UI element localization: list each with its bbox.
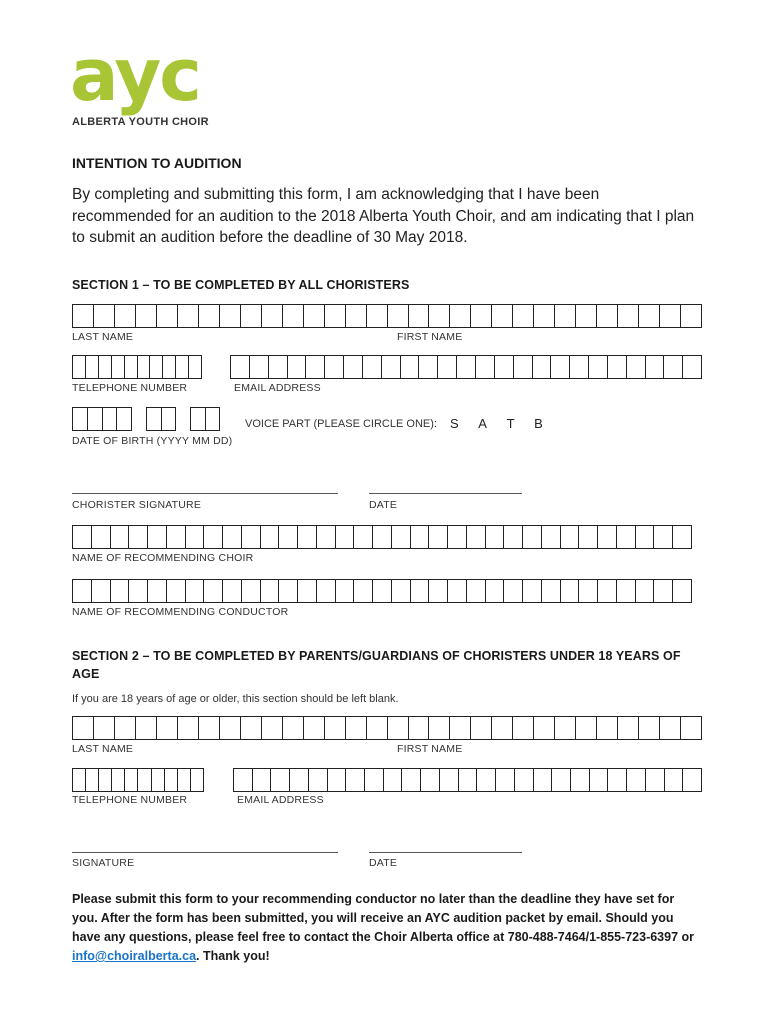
char-box[interactable] xyxy=(92,526,111,548)
char-box[interactable] xyxy=(429,526,448,548)
char-box[interactable] xyxy=(115,305,136,327)
char-box[interactable] xyxy=(618,717,639,739)
char-box[interactable] xyxy=(654,526,673,548)
char-box[interactable] xyxy=(167,580,186,602)
voice-option-s[interactable]: S xyxy=(450,416,459,431)
char-box[interactable] xyxy=(429,580,448,602)
char-box[interactable] xyxy=(117,408,131,430)
s1-dob-label: DATE OF BIRTH (YYYY MM DD) xyxy=(72,435,233,447)
char-box[interactable] xyxy=(384,769,403,791)
char-box[interactable] xyxy=(223,580,242,602)
s2-telephone-label: TELEPHONE NUMBER xyxy=(72,794,188,806)
char-box[interactable] xyxy=(589,356,608,378)
intro-paragraph: By completing and submitting this form, I am acknowledging that I have been recommended for an audition to the 2018 Alberta Youth Choir, and am indicating that I plan to submit an audition before the deadline of 30 May 2018. xyxy=(72,186,695,246)
char-box[interactable] xyxy=(111,580,130,602)
char-box[interactable] xyxy=(262,305,283,327)
char-box[interactable] xyxy=(533,356,552,378)
char-box[interactable] xyxy=(409,305,430,327)
char-box[interactable] xyxy=(496,769,515,791)
char-box[interactable] xyxy=(73,356,86,378)
char-box[interactable] xyxy=(115,717,136,739)
char-box[interactable] xyxy=(346,769,365,791)
char-box[interactable] xyxy=(598,580,617,602)
char-box[interactable] xyxy=(495,356,514,378)
char-box[interactable] xyxy=(618,305,639,327)
s1-first-name-label: FIRST NAME xyxy=(397,331,463,343)
char-box[interactable] xyxy=(317,526,336,548)
char-box[interactable] xyxy=(261,580,280,602)
char-box[interactable] xyxy=(73,717,94,739)
char-box[interactable] xyxy=(477,769,496,791)
char-box[interactable] xyxy=(617,580,636,602)
char-box[interactable] xyxy=(450,305,471,327)
footer-text: Please submit this form to your recommending conductor no later than the deadline they have set for you. After the form has been submitted, you will receive an AYC audition packet by email. Should you have any questions, please feel free to contact the Choir Alberta office at 780-488-7464/1-855-723-6397 or xyxy=(72,892,695,944)
char-box[interactable] xyxy=(344,356,363,378)
char-box[interactable] xyxy=(555,717,576,739)
char-box[interactable] xyxy=(486,526,505,548)
char-box[interactable] xyxy=(138,356,151,378)
char-box[interactable] xyxy=(242,580,261,602)
char-box[interactable] xyxy=(450,717,471,739)
recommending-conductor-boxes[interactable] xyxy=(72,579,692,603)
char-box[interactable] xyxy=(206,408,220,430)
char-box[interactable] xyxy=(354,580,373,602)
char-box[interactable] xyxy=(513,717,534,739)
char-box[interactable] xyxy=(304,717,325,739)
char-box[interactable] xyxy=(167,526,186,548)
s1-telephone-label: TELEPHONE NUMBER xyxy=(72,382,188,394)
char-box[interactable] xyxy=(617,526,636,548)
char-box[interactable] xyxy=(514,356,533,378)
char-box[interactable] xyxy=(112,769,125,791)
char-box[interactable] xyxy=(471,305,492,327)
char-box[interactable] xyxy=(579,526,598,548)
char-box[interactable] xyxy=(288,356,307,378)
contact-email-link[interactable]: info@choiralberta.ca xyxy=(72,949,197,963)
char-box[interactable] xyxy=(129,526,148,548)
char-box[interactable] xyxy=(186,580,205,602)
char-box[interactable] xyxy=(129,580,148,602)
char-box[interactable] xyxy=(598,526,617,548)
char-box[interactable] xyxy=(279,526,298,548)
char-box[interactable] xyxy=(476,356,495,378)
s2-email-boxes[interactable] xyxy=(233,768,702,792)
char-box[interactable] xyxy=(306,356,325,378)
char-box[interactable] xyxy=(467,580,486,602)
section-2-note: If you are 18 years of age or older, this section should be left blank. xyxy=(72,693,399,705)
char-box[interactable] xyxy=(178,305,199,327)
char-box[interactable] xyxy=(220,717,241,739)
char-box[interactable] xyxy=(555,305,576,327)
char-box[interactable] xyxy=(242,526,261,548)
char-box[interactable] xyxy=(261,526,280,548)
s2-first-name-label: FIRST NAME xyxy=(397,743,463,755)
recommending-conductor-label: NAME OF RECOMMENDING CONDUCTOR xyxy=(72,606,289,618)
s1-signature-label: CHORISTER SIGNATURE xyxy=(72,499,202,511)
char-box[interactable] xyxy=(325,305,346,327)
page-title: INTENTION TO AUDITION xyxy=(72,155,242,171)
char-box[interactable] xyxy=(388,717,409,739)
s2-signature-line[interactable] xyxy=(72,852,338,853)
char-box[interactable] xyxy=(290,769,309,791)
char-box[interactable] xyxy=(551,356,570,378)
logo-subtitle: ALBERTA YOUTH CHOIR xyxy=(72,116,209,128)
char-box[interactable] xyxy=(92,580,111,602)
char-box[interactable] xyxy=(367,717,388,739)
char-box[interactable] xyxy=(94,717,115,739)
char-box[interactable] xyxy=(534,305,555,327)
char-box[interactable] xyxy=(646,769,665,791)
s1-telephone-boxes[interactable] xyxy=(72,355,202,379)
submission-instructions xyxy=(72,890,702,966)
char-box[interactable] xyxy=(486,580,505,602)
char-box[interactable] xyxy=(492,305,513,327)
char-box[interactable] xyxy=(223,526,242,548)
char-box[interactable] xyxy=(241,717,262,739)
char-box[interactable] xyxy=(440,769,459,791)
char-box[interactable] xyxy=(636,580,655,602)
s1-signature-line[interactable] xyxy=(72,493,338,494)
char-box[interactable] xyxy=(561,526,580,548)
char-box[interactable] xyxy=(103,408,118,430)
char-box[interactable] xyxy=(646,356,665,378)
char-box[interactable] xyxy=(220,305,241,327)
char-box[interactable] xyxy=(298,526,317,548)
char-box[interactable] xyxy=(579,580,598,602)
char-box[interactable] xyxy=(336,526,355,548)
char-box[interactable] xyxy=(665,769,684,791)
char-box[interactable] xyxy=(165,769,178,791)
s1-date-line[interactable] xyxy=(369,493,522,494)
char-box[interactable] xyxy=(136,305,157,327)
char-box[interactable] xyxy=(608,769,627,791)
char-box[interactable] xyxy=(597,305,618,327)
char-box[interactable] xyxy=(608,356,627,378)
char-box[interactable] xyxy=(125,356,138,378)
char-box[interactable] xyxy=(125,769,138,791)
char-box[interactable] xyxy=(681,305,701,327)
s1-date-label: DATE xyxy=(369,499,398,511)
char-box[interactable] xyxy=(241,305,262,327)
char-box[interactable] xyxy=(191,408,206,430)
char-box[interactable] xyxy=(590,769,609,791)
char-box[interactable] xyxy=(523,580,542,602)
char-box[interactable] xyxy=(73,408,88,430)
char-box[interactable] xyxy=(346,305,367,327)
voice-option-b[interactable]: B xyxy=(534,416,543,431)
char-box[interactable] xyxy=(409,717,430,739)
char-box[interactable] xyxy=(189,356,201,378)
char-box[interactable] xyxy=(346,717,367,739)
section-1-heading: SECTION 1 – TO BE COMPLETED BY ALL CHORISTERS xyxy=(72,278,410,292)
char-box[interactable] xyxy=(421,769,440,791)
char-box[interactable] xyxy=(73,769,86,791)
char-box[interactable] xyxy=(467,526,486,548)
char-box[interactable] xyxy=(178,769,191,791)
char-box[interactable] xyxy=(204,526,223,548)
s1-dob-month-boxes[interactable] xyxy=(146,407,176,431)
char-box[interactable] xyxy=(147,408,162,430)
char-box[interactable] xyxy=(363,356,382,378)
char-box[interactable] xyxy=(94,305,115,327)
recommending-choir-boxes[interactable] xyxy=(72,525,692,549)
s2-date-label: DATE xyxy=(369,857,398,869)
char-box[interactable] xyxy=(411,526,430,548)
char-box[interactable] xyxy=(73,526,92,548)
char-box[interactable] xyxy=(73,580,92,602)
char-box[interactable] xyxy=(561,580,580,602)
char-box[interactable] xyxy=(88,408,103,430)
char-box[interactable] xyxy=(660,305,681,327)
voice-part-options xyxy=(450,416,559,431)
char-box[interactable] xyxy=(148,580,167,602)
char-box[interactable] xyxy=(186,526,205,548)
char-box[interactable] xyxy=(681,717,701,739)
char-box[interactable] xyxy=(636,526,655,548)
footer-end: . Thank you! xyxy=(196,949,270,963)
char-box[interactable] xyxy=(401,356,420,378)
char-box[interactable] xyxy=(660,717,681,739)
s2-telephone-boxes[interactable] xyxy=(72,768,204,792)
s1-last-name-label: LAST NAME xyxy=(72,331,134,343)
char-box[interactable] xyxy=(309,769,328,791)
char-box[interactable] xyxy=(234,769,253,791)
char-box[interactable] xyxy=(204,580,223,602)
voice-option-t[interactable]: T xyxy=(506,416,515,431)
char-box[interactable] xyxy=(402,769,421,791)
char-box[interactable] xyxy=(269,356,288,378)
voice-part-label: VOICE PART (PLEASE CIRCLE ONE): xyxy=(245,418,437,430)
char-box[interactable] xyxy=(523,526,542,548)
s1-name-boxes[interactable] xyxy=(72,304,702,328)
char-box[interactable] xyxy=(111,526,130,548)
char-box[interactable] xyxy=(152,769,165,791)
char-box[interactable] xyxy=(138,769,151,791)
ayc-logo: ayc xyxy=(70,33,200,117)
char-box[interactable] xyxy=(157,717,178,739)
char-box[interactable] xyxy=(73,305,94,327)
char-box[interactable] xyxy=(513,305,534,327)
char-box[interactable] xyxy=(429,305,450,327)
char-box[interactable] xyxy=(382,356,401,378)
char-box[interactable] xyxy=(271,769,290,791)
char-box[interactable] xyxy=(571,769,590,791)
char-box[interactable] xyxy=(262,717,283,739)
char-box[interactable] xyxy=(283,305,304,327)
s2-email-label: EMAIL ADDRESS xyxy=(237,794,324,806)
char-box[interactable] xyxy=(438,356,457,378)
char-box[interactable] xyxy=(176,356,189,378)
char-box[interactable] xyxy=(325,717,346,739)
char-box[interactable] xyxy=(597,717,618,739)
char-box[interactable] xyxy=(639,305,660,327)
char-box[interactable] xyxy=(163,356,176,378)
char-box[interactable] xyxy=(627,356,646,378)
char-box[interactable] xyxy=(86,769,99,791)
char-box[interactable] xyxy=(683,769,701,791)
char-box[interactable] xyxy=(576,717,597,739)
char-box[interactable] xyxy=(373,580,392,602)
char-box[interactable] xyxy=(552,769,571,791)
s2-signature-label: SIGNATURE xyxy=(72,857,135,869)
char-box[interactable] xyxy=(392,526,411,548)
char-box[interactable] xyxy=(367,305,388,327)
char-box[interactable] xyxy=(354,526,373,548)
char-box[interactable] xyxy=(392,580,411,602)
s1-email-label: EMAIL ADDRESS xyxy=(234,382,321,394)
char-box[interactable] xyxy=(304,305,325,327)
char-box[interactable] xyxy=(199,717,220,739)
section-2-heading: SECTION 2 – TO BE COMPLETED BY PARENTS/GUARDIANS OF CHORISTERS UNDER 18 YEARS OF AGE xyxy=(72,649,681,681)
char-box[interactable] xyxy=(148,526,167,548)
char-box[interactable] xyxy=(627,769,646,791)
char-box[interactable] xyxy=(664,356,683,378)
char-box[interactable] xyxy=(429,717,450,739)
char-box[interactable] xyxy=(136,717,157,739)
recommending-choir-label: NAME OF RECOMMENDING CHOIR xyxy=(72,552,254,564)
char-box[interactable] xyxy=(504,526,523,548)
char-box[interactable] xyxy=(283,717,304,739)
char-box[interactable] xyxy=(231,356,250,378)
char-box[interactable] xyxy=(328,769,347,791)
char-box[interactable] xyxy=(673,580,691,602)
char-box[interactable] xyxy=(279,580,298,602)
char-box[interactable] xyxy=(504,580,523,602)
char-box[interactable] xyxy=(157,305,178,327)
char-box[interactable] xyxy=(576,305,597,327)
char-box[interactable] xyxy=(162,408,176,430)
char-box[interactable] xyxy=(534,769,553,791)
char-box[interactable] xyxy=(150,356,163,378)
s1-dob-year-boxes[interactable] xyxy=(72,407,132,431)
char-box[interactable] xyxy=(673,526,691,548)
char-box[interactable] xyxy=(639,717,660,739)
char-box[interactable] xyxy=(683,356,701,378)
char-box[interactable] xyxy=(448,580,467,602)
char-box[interactable] xyxy=(457,356,476,378)
char-box[interactable] xyxy=(419,356,438,378)
char-box[interactable] xyxy=(365,769,384,791)
s1-dob-day-boxes[interactable] xyxy=(190,407,220,431)
char-box[interactable] xyxy=(112,356,125,378)
char-box[interactable] xyxy=(178,717,199,739)
char-box[interactable] xyxy=(199,305,220,327)
char-box[interactable] xyxy=(253,769,272,791)
char-box[interactable] xyxy=(99,769,112,791)
char-box[interactable] xyxy=(542,526,561,548)
s2-name-boxes[interactable] xyxy=(72,716,702,740)
char-box[interactable] xyxy=(534,717,555,739)
s1-email-boxes[interactable] xyxy=(230,355,702,379)
char-box[interactable] xyxy=(471,717,492,739)
char-box[interactable] xyxy=(388,305,409,327)
s2-date-line[interactable] xyxy=(369,852,522,853)
char-box[interactable] xyxy=(542,580,561,602)
char-box[interactable] xyxy=(459,769,478,791)
char-box[interactable] xyxy=(250,356,269,378)
char-box[interactable] xyxy=(336,580,355,602)
char-box[interactable] xyxy=(317,580,336,602)
char-box[interactable] xyxy=(570,356,589,378)
char-box[interactable] xyxy=(411,580,430,602)
char-box[interactable] xyxy=(86,356,99,378)
char-box[interactable] xyxy=(515,769,534,791)
char-box[interactable] xyxy=(448,526,467,548)
char-box[interactable] xyxy=(191,769,203,791)
char-box[interactable] xyxy=(492,717,513,739)
char-box[interactable] xyxy=(373,526,392,548)
char-box[interactable] xyxy=(654,580,673,602)
char-box[interactable] xyxy=(99,356,112,378)
voice-option-a[interactable]: A xyxy=(478,416,487,431)
s2-last-name-label: LAST NAME xyxy=(72,743,134,755)
char-box[interactable] xyxy=(298,580,317,602)
char-box[interactable] xyxy=(325,356,344,378)
